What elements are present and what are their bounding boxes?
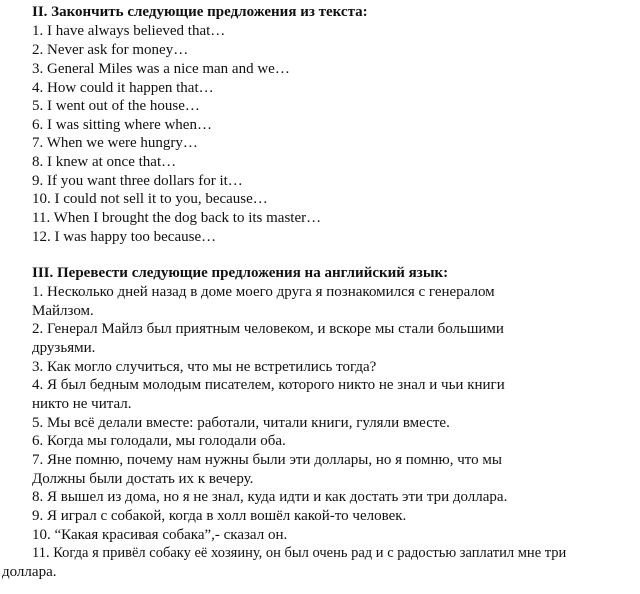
section-3-line: 10. “Какая красивая собака”,- сказал он.	[32, 527, 288, 543]
section-2-item-9: 9. If you want three dollars for it…	[32, 173, 243, 189]
section-2-item-8: 8. I knew at once that…	[32, 154, 177, 170]
section-3-line: никто не читал.	[32, 396, 132, 412]
section-2-item-10: 10. I could not sell it to you, because…	[32, 191, 268, 207]
section-2-item-12: 12. I was happy too because…	[32, 229, 217, 245]
section-3-line: 8. Я вышел из дома, но я не знал, куда идти и как достать эти три доллара.	[32, 489, 508, 505]
section-2-heading: II. Закончить следующие предложения из текста:	[32, 4, 368, 20]
section-3-line: 6. Когда мы голодали, мы голодали оба.	[32, 433, 286, 449]
section-3-line: Должны были достать их к вечеру.	[32, 471, 254, 487]
section-3-line: 5. Мы всё делали вместе: работали, читали книги, гуляли вместе.	[32, 415, 450, 431]
section-2-item-1: 1. I have always believed that…	[32, 23, 226, 39]
section-3-line: друзьями.	[32, 340, 96, 356]
section-3-line: 7. Яне помню, почему нам нужны были эти доллары, но я помню, что мы	[32, 452, 502, 468]
section-3-line: Майлзом.	[32, 303, 94, 319]
section-3-line: 9. Я играл с собакой, когда в холл вошёл какой-то человек.	[32, 508, 407, 524]
section-3-line: 4. Я был бедным молодым писателем, которого никто не знал и чьи книги	[32, 377, 505, 393]
section-3-line: доллара.	[2, 564, 57, 580]
section-3-line: 1. Несколько дней назад в доме моего друга я познакомился с генералом	[32, 284, 495, 300]
section-3-line: 3. Как могло случиться, что мы не встретились тогда?	[32, 359, 377, 375]
section-2-item-5: 5. I went out of the house…	[32, 98, 200, 114]
section-2-item-3: 3. General Miles was a nice man and we…	[32, 61, 290, 77]
section-2-item-11: 11. When I brought the dog back to its master…	[32, 210, 322, 226]
section-2-item-2: 2. Never ask for money…	[32, 42, 189, 58]
section-2-item-7: 7. When we were hungry…	[32, 135, 198, 151]
section-3-line: 11. Когда я привёл собаку её хозяину, он был очень рад и с радостью заплатил мне три	[32, 545, 567, 561]
section-3-heading: III. Перевести следующие предложения на английский язык:	[32, 265, 449, 281]
section-2-item-4: 4. How could it happen that…	[32, 80, 214, 96]
section-3-line: 2. Генерал Майлз был приятным человеком, и вскоре мы стали большими	[32, 321, 504, 337]
section-2-item-6: 6. I was sitting where when…	[32, 117, 212, 133]
